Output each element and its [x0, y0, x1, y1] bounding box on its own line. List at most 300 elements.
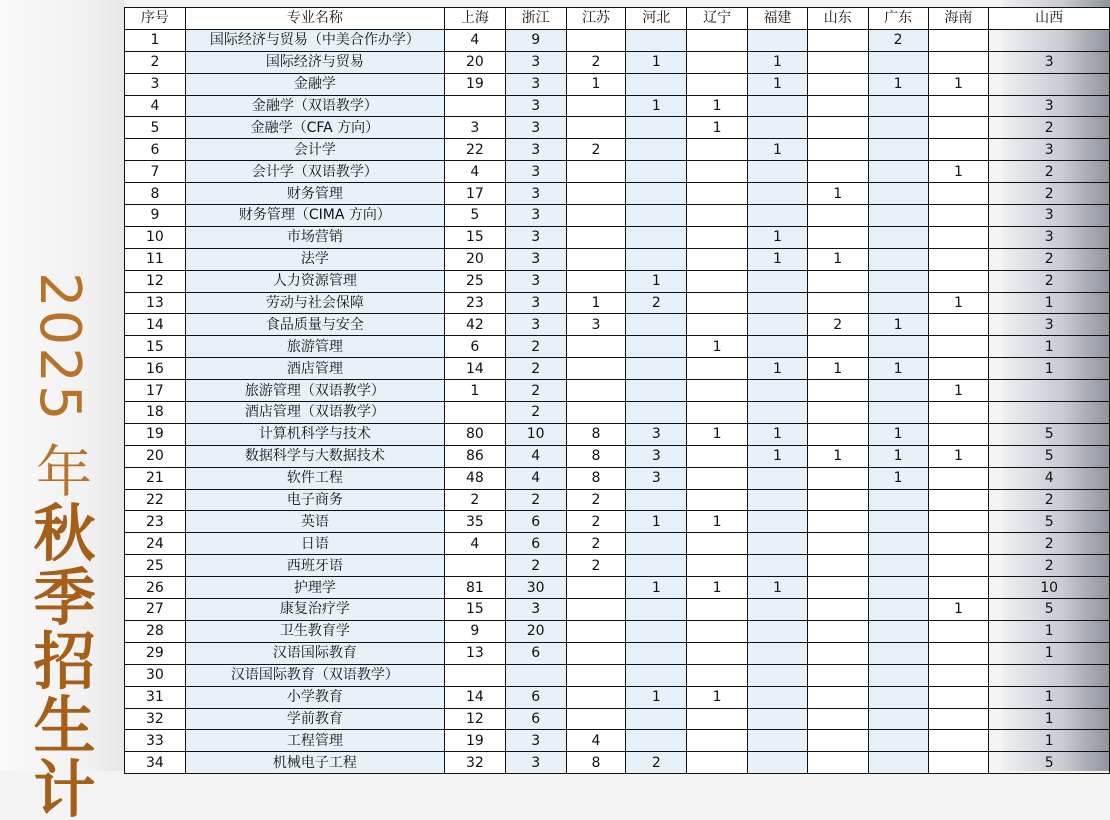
table-row: [125, 467, 1110, 489]
cell-guangdong: 1: [868, 445, 928, 467]
cell-shanxi: 5: [989, 599, 1110, 621]
cell-shanxi: 2: [989, 533, 1110, 555]
cell-guangdong: [868, 161, 928, 183]
cell-liaoning: [687, 139, 748, 161]
cell-shanxi: 2: [989, 161, 1110, 183]
cell-shanghai: 6: [444, 336, 505, 358]
cell-liaoning: [687, 205, 748, 227]
cell-index: 5: [125, 117, 186, 139]
cell-hebei: 2: [626, 752, 687, 774]
cell-major-name: 机械电子工程: [185, 752, 444, 774]
cell-index: 8: [125, 183, 186, 205]
cell-guangdong: [868, 95, 928, 117]
cell-zhejiang: 2: [505, 402, 566, 424]
cell-jiangsu: [566, 577, 626, 599]
cell-zhejiang: 3: [505, 117, 566, 139]
cell-fujian: [748, 555, 808, 577]
cell-shanxi: 1: [989, 642, 1110, 664]
cell-hainan: [928, 205, 989, 227]
header-zhejiang: 浙江: [505, 8, 566, 30]
cell-fujian: [748, 489, 808, 511]
cell-hebei: [626, 489, 687, 511]
cell-index: 16: [125, 358, 186, 380]
cell-zhejiang: 6: [505, 708, 566, 730]
table-row: [125, 226, 1110, 248]
cell-shanghai: 5: [444, 205, 505, 227]
cell-hainan: 1: [928, 380, 989, 402]
cell-shanghai: 32: [444, 752, 505, 774]
cell-guangdong: 2: [868, 29, 928, 51]
cell-fujian: [748, 336, 808, 358]
cell-hebei: [626, 730, 687, 752]
cell-shanxi: [989, 664, 1110, 686]
cell-jiangsu: 8: [566, 752, 626, 774]
cell-major-name: 酒店管理（双语教学）: [185, 402, 444, 424]
table-row: [125, 489, 1110, 511]
cell-shanxi: [989, 29, 1110, 51]
cell-guangdong: 1: [868, 358, 928, 380]
cell-jiangsu: 3: [566, 314, 626, 336]
cell-jiangsu: [566, 599, 626, 621]
cell-fujian: [748, 205, 808, 227]
cell-liaoning: 1: [687, 336, 748, 358]
cell-fujian: [748, 708, 808, 730]
cell-jiangsu: [566, 205, 626, 227]
cell-major-name: 西班牙语: [185, 555, 444, 577]
table-row: [125, 205, 1110, 227]
cell-zhejiang: 10: [505, 423, 566, 445]
cell-guangdong: [868, 533, 928, 555]
cell-shanghai: [444, 95, 505, 117]
table-row: [125, 73, 1110, 95]
cell-hainan: [928, 708, 989, 730]
cell-major-name: 劳动与社会保障: [185, 292, 444, 314]
cell-hebei: [626, 402, 687, 424]
cell-shanghai: 86: [444, 445, 505, 467]
table-row: [125, 708, 1110, 730]
cell-jiangsu: [566, 686, 626, 708]
table-row: [125, 402, 1110, 424]
cell-liaoning: [687, 161, 748, 183]
cell-hebei: [626, 248, 687, 270]
cell-liaoning: [687, 226, 748, 248]
cell-shanghai: 14: [444, 686, 505, 708]
cell-shanxi: 5: [989, 423, 1110, 445]
cell-hebei: 1: [626, 95, 687, 117]
cell-shandong: [807, 402, 868, 424]
cell-index: 31: [125, 686, 186, 708]
cell-fujian: [748, 161, 808, 183]
cell-liaoning: [687, 642, 748, 664]
table-row: [125, 423, 1110, 445]
cell-liaoning: [687, 248, 748, 270]
cell-guangdong: [868, 226, 928, 248]
cell-hainan: [928, 730, 989, 752]
cell-fujian: 1: [748, 248, 808, 270]
cell-shandong: [807, 205, 868, 227]
cell-jiangsu: [566, 270, 626, 292]
cell-major-name: 软件工程: [185, 467, 444, 489]
cell-fujian: [748, 117, 808, 139]
cell-guangdong: [868, 270, 928, 292]
cell-jiangsu: [566, 620, 626, 642]
cell-shandong: 2: [807, 314, 868, 336]
table-row: [125, 620, 1110, 642]
cell-liaoning: [687, 270, 748, 292]
cell-shandong: [807, 336, 868, 358]
cell-index: 28: [125, 620, 186, 642]
cell-fujian: [748, 533, 808, 555]
cell-index: 29: [125, 642, 186, 664]
cell-index: 32: [125, 708, 186, 730]
cell-zhejiang: 3: [505, 752, 566, 774]
cell-liaoning: [687, 620, 748, 642]
cell-guangdong: [868, 139, 928, 161]
cell-jiangsu: [566, 642, 626, 664]
cell-major-name: 工程管理: [185, 730, 444, 752]
cell-shanxi: 1: [989, 336, 1110, 358]
cell-hainan: [928, 336, 989, 358]
cell-shanghai: 22: [444, 139, 505, 161]
cell-major-name: 卫生教育学: [185, 620, 444, 642]
cell-shanxi: 4: [989, 467, 1110, 489]
cell-hainan: [928, 51, 989, 73]
cell-shandong: [807, 467, 868, 489]
cell-jiangsu: 8: [566, 467, 626, 489]
cell-shandong: [807, 730, 868, 752]
cell-shandong: [807, 73, 868, 95]
cell-hainan: [928, 314, 989, 336]
cell-guangdong: [868, 248, 928, 270]
cell-fujian: 1: [748, 445, 808, 467]
cell-jiangsu: 2: [566, 51, 626, 73]
table-row: [125, 577, 1110, 599]
cell-jiangsu: 8: [566, 445, 626, 467]
cell-liaoning: [687, 752, 748, 774]
cell-liaoning: [687, 380, 748, 402]
cell-shanghai: 42: [444, 314, 505, 336]
header-index: 序号: [125, 8, 186, 30]
enrollment-plan-table: [124, 7, 1110, 774]
cell-shanxi: 2: [989, 555, 1110, 577]
cell-index: 20: [125, 445, 186, 467]
cell-hebei: [626, 314, 687, 336]
cell-shanxi: 2: [989, 117, 1110, 139]
cell-shandong: [807, 380, 868, 402]
cell-liaoning: [687, 445, 748, 467]
cell-major-name: 金融学（双语教学）: [185, 95, 444, 117]
cell-shanghai: 48: [444, 467, 505, 489]
cell-hainan: [928, 555, 989, 577]
cell-major-name: 电子商务: [185, 489, 444, 511]
cell-major-name: 小学教育: [185, 686, 444, 708]
cell-shanghai: 20: [444, 51, 505, 73]
cell-index: 6: [125, 139, 186, 161]
cell-fujian: [748, 642, 808, 664]
table-row: [125, 664, 1110, 686]
cell-shanxi: 1: [989, 730, 1110, 752]
cell-major-name: 财务管理: [185, 183, 444, 205]
cell-fujian: [748, 95, 808, 117]
cell-index: 24: [125, 533, 186, 555]
cell-liaoning: 1: [687, 686, 748, 708]
cell-guangdong: [868, 686, 928, 708]
cell-guangdong: [868, 336, 928, 358]
cell-index: 19: [125, 423, 186, 445]
cell-liaoning: [687, 183, 748, 205]
cell-major-name: 学前教育: [185, 708, 444, 730]
cell-major-name: 旅游管理: [185, 336, 444, 358]
cell-jiangsu: [566, 183, 626, 205]
cell-guangdong: [868, 599, 928, 621]
cell-shandong: [807, 117, 868, 139]
cell-major-name: 金融学（CFA 方向）: [185, 117, 444, 139]
cell-zhejiang: 3: [505, 730, 566, 752]
table-row: [125, 95, 1110, 117]
cell-shanghai: 80: [444, 423, 505, 445]
cell-fujian: [748, 664, 808, 686]
cell-guangdong: [868, 292, 928, 314]
cell-shandong: [807, 95, 868, 117]
cell-major-name: 酒店管理: [185, 358, 444, 380]
cell-hainan: [928, 183, 989, 205]
cell-major-name: 护理学: [185, 577, 444, 599]
cell-shanxi: 1: [989, 292, 1110, 314]
cell-guangdong: [868, 730, 928, 752]
cell-shandong: [807, 292, 868, 314]
cell-shanghai: 17: [444, 183, 505, 205]
cell-fujian: [748, 270, 808, 292]
cell-hebei: [626, 29, 687, 51]
cell-shanxi: [989, 402, 1110, 424]
table-row: [125, 314, 1110, 336]
cell-shanghai: 2: [444, 489, 505, 511]
cell-hebei: [626, 358, 687, 380]
cell-shanghai: 13: [444, 642, 505, 664]
cell-fujian: [748, 380, 808, 402]
cell-jiangsu: [566, 380, 626, 402]
cell-major-name: 日语: [185, 533, 444, 555]
cell-liaoning: [687, 314, 748, 336]
cell-shandong: 1: [807, 445, 868, 467]
cell-index: 11: [125, 248, 186, 270]
cell-hebei: [626, 161, 687, 183]
cell-guangdong: 1: [868, 73, 928, 95]
cell-shandong: [807, 161, 868, 183]
cell-jiangsu: 1: [566, 73, 626, 95]
cell-hainan: [928, 358, 989, 380]
cell-hebei: 1: [626, 511, 687, 533]
cell-shanghai: 14: [444, 358, 505, 380]
cell-guangdong: 1: [868, 423, 928, 445]
table-row: [125, 292, 1110, 314]
cell-zhejiang: 3: [505, 270, 566, 292]
cell-liaoning: [687, 708, 748, 730]
header-shanghai: 上海: [444, 8, 505, 30]
cell-zhejiang: 2: [505, 555, 566, 577]
cell-zhejiang: 3: [505, 248, 566, 270]
cell-shanxi: 10: [989, 577, 1110, 599]
cell-shandong: [807, 489, 868, 511]
cell-jiangsu: 1: [566, 292, 626, 314]
cell-major-name: 数据科学与大数据技术: [185, 445, 444, 467]
cell-index: 23: [125, 511, 186, 533]
cell-zhejiang: 6: [505, 642, 566, 664]
cell-zhejiang: 4: [505, 445, 566, 467]
cell-guangdong: [868, 489, 928, 511]
cell-shanxi: 1: [989, 686, 1110, 708]
cell-index: 3: [125, 73, 186, 95]
cell-hebei: [626, 73, 687, 95]
cell-index: 30: [125, 664, 186, 686]
cell-hebei: 3: [626, 445, 687, 467]
cell-index: 25: [125, 555, 186, 577]
cell-zhejiang: 2: [505, 489, 566, 511]
cell-shanxi: [989, 380, 1110, 402]
cell-shandong: [807, 423, 868, 445]
cell-liaoning: [687, 730, 748, 752]
cell-fujian: 1: [748, 226, 808, 248]
cell-shandong: [807, 752, 868, 774]
cell-zhejiang: 2: [505, 380, 566, 402]
cell-major-name: 英语: [185, 511, 444, 533]
cell-hebei: [626, 533, 687, 555]
cell-shanghai: 4: [444, 29, 505, 51]
cell-shanghai: 12: [444, 708, 505, 730]
cell-hainan: 1: [928, 161, 989, 183]
cell-guangdong: 1: [868, 314, 928, 336]
cell-liaoning: [687, 489, 748, 511]
cell-shanxi: 2: [989, 248, 1110, 270]
cell-hebei: [626, 380, 687, 402]
cell-fujian: [748, 183, 808, 205]
table-row: [125, 358, 1110, 380]
cell-index: 1: [125, 29, 186, 51]
table-row: [125, 642, 1110, 664]
cell-shandong: [807, 226, 868, 248]
cell-shanxi: 3: [989, 205, 1110, 227]
cell-index: 17: [125, 380, 186, 402]
cell-guangdong: [868, 555, 928, 577]
cell-index: 15: [125, 336, 186, 358]
cell-liaoning: [687, 555, 748, 577]
cell-liaoning: [687, 292, 748, 314]
cell-jiangsu: [566, 708, 626, 730]
cell-hebei: 2: [626, 292, 687, 314]
cell-index: 18: [125, 402, 186, 424]
cell-shandong: [807, 686, 868, 708]
cell-hebei: 1: [626, 686, 687, 708]
cell-jiangsu: [566, 29, 626, 51]
cell-shandong: [807, 139, 868, 161]
vertical-page-title: [23, 272, 96, 820]
cell-zhejiang: 6: [505, 533, 566, 555]
cell-shanxi: 3: [989, 95, 1110, 117]
cell-shandong: [807, 51, 868, 73]
cell-shandong: [807, 270, 868, 292]
cell-shandong: [807, 708, 868, 730]
cell-hainan: 1: [928, 292, 989, 314]
cell-jiangsu: 2: [566, 511, 626, 533]
cell-shandong: [807, 620, 868, 642]
cell-liaoning: 1: [687, 95, 748, 117]
cell-hainan: [928, 402, 989, 424]
cell-hebei: 3: [626, 467, 687, 489]
cell-hainan: [928, 620, 989, 642]
cell-hainan: [928, 511, 989, 533]
cell-fujian: [748, 730, 808, 752]
cell-guangdong: [868, 511, 928, 533]
cell-hainan: [928, 139, 989, 161]
cell-major-name: 计算机科学与技术: [185, 423, 444, 445]
header-shandong: 山东: [807, 8, 868, 30]
cell-hebei: [626, 642, 687, 664]
cell-jiangsu: 8: [566, 423, 626, 445]
table-header: [125, 8, 1110, 30]
cell-index: 34: [125, 752, 186, 774]
cell-shandong: [807, 577, 868, 599]
cell-shanghai: 19: [444, 730, 505, 752]
cell-hainan: [928, 467, 989, 489]
cell-shandong: [807, 29, 868, 51]
cell-hebei: [626, 664, 687, 686]
cell-shanghai: 3: [444, 117, 505, 139]
cell-shanghai: 25: [444, 270, 505, 292]
cell-shandong: 1: [807, 183, 868, 205]
cell-zhejiang: 3: [505, 314, 566, 336]
cell-fujian: [748, 511, 808, 533]
cell-hainan: [928, 533, 989, 555]
cell-fujian: 1: [748, 73, 808, 95]
cell-major-name: 人力资源管理: [185, 270, 444, 292]
cell-major-name: 财务管理（CIMA 方向）: [185, 205, 444, 227]
cell-index: 27: [125, 599, 186, 621]
cell-guangdong: 1: [868, 467, 928, 489]
cell-fujian: [748, 292, 808, 314]
table-row: [125, 270, 1110, 292]
cell-fujian: [748, 599, 808, 621]
cell-major-name: 汉语国际教育（双语教学）: [185, 664, 444, 686]
cell-shanghai: 35: [444, 511, 505, 533]
cell-shanxi: 1: [989, 620, 1110, 642]
cell-jiangsu: [566, 248, 626, 270]
title-year: 2025 年: [27, 272, 92, 501]
cell-liaoning: [687, 533, 748, 555]
cell-index: 9: [125, 205, 186, 227]
cell-shandong: 1: [807, 358, 868, 380]
cell-zhejiang: 6: [505, 686, 566, 708]
cell-guangdong: [868, 577, 928, 599]
cell-zhejiang: 20: [505, 620, 566, 642]
cell-zhejiang: 4: [505, 467, 566, 489]
cell-hebei: 1: [626, 577, 687, 599]
cell-zhejiang: 9: [505, 29, 566, 51]
cell-jiangsu: 2: [566, 489, 626, 511]
cell-hebei: [626, 555, 687, 577]
cell-fujian: [748, 29, 808, 51]
cell-zhejiang: 3: [505, 226, 566, 248]
cell-zhejiang: 3: [505, 139, 566, 161]
cell-hainan: 1: [928, 73, 989, 95]
cell-fujian: 1: [748, 139, 808, 161]
cell-shanghai: [444, 402, 505, 424]
table-row: [125, 445, 1110, 467]
cell-guangdong: [868, 708, 928, 730]
cell-shanxi: 2: [989, 270, 1110, 292]
left-title-panel: [0, 0, 124, 820]
cell-shandong: [807, 533, 868, 555]
cell-fujian: [748, 686, 808, 708]
